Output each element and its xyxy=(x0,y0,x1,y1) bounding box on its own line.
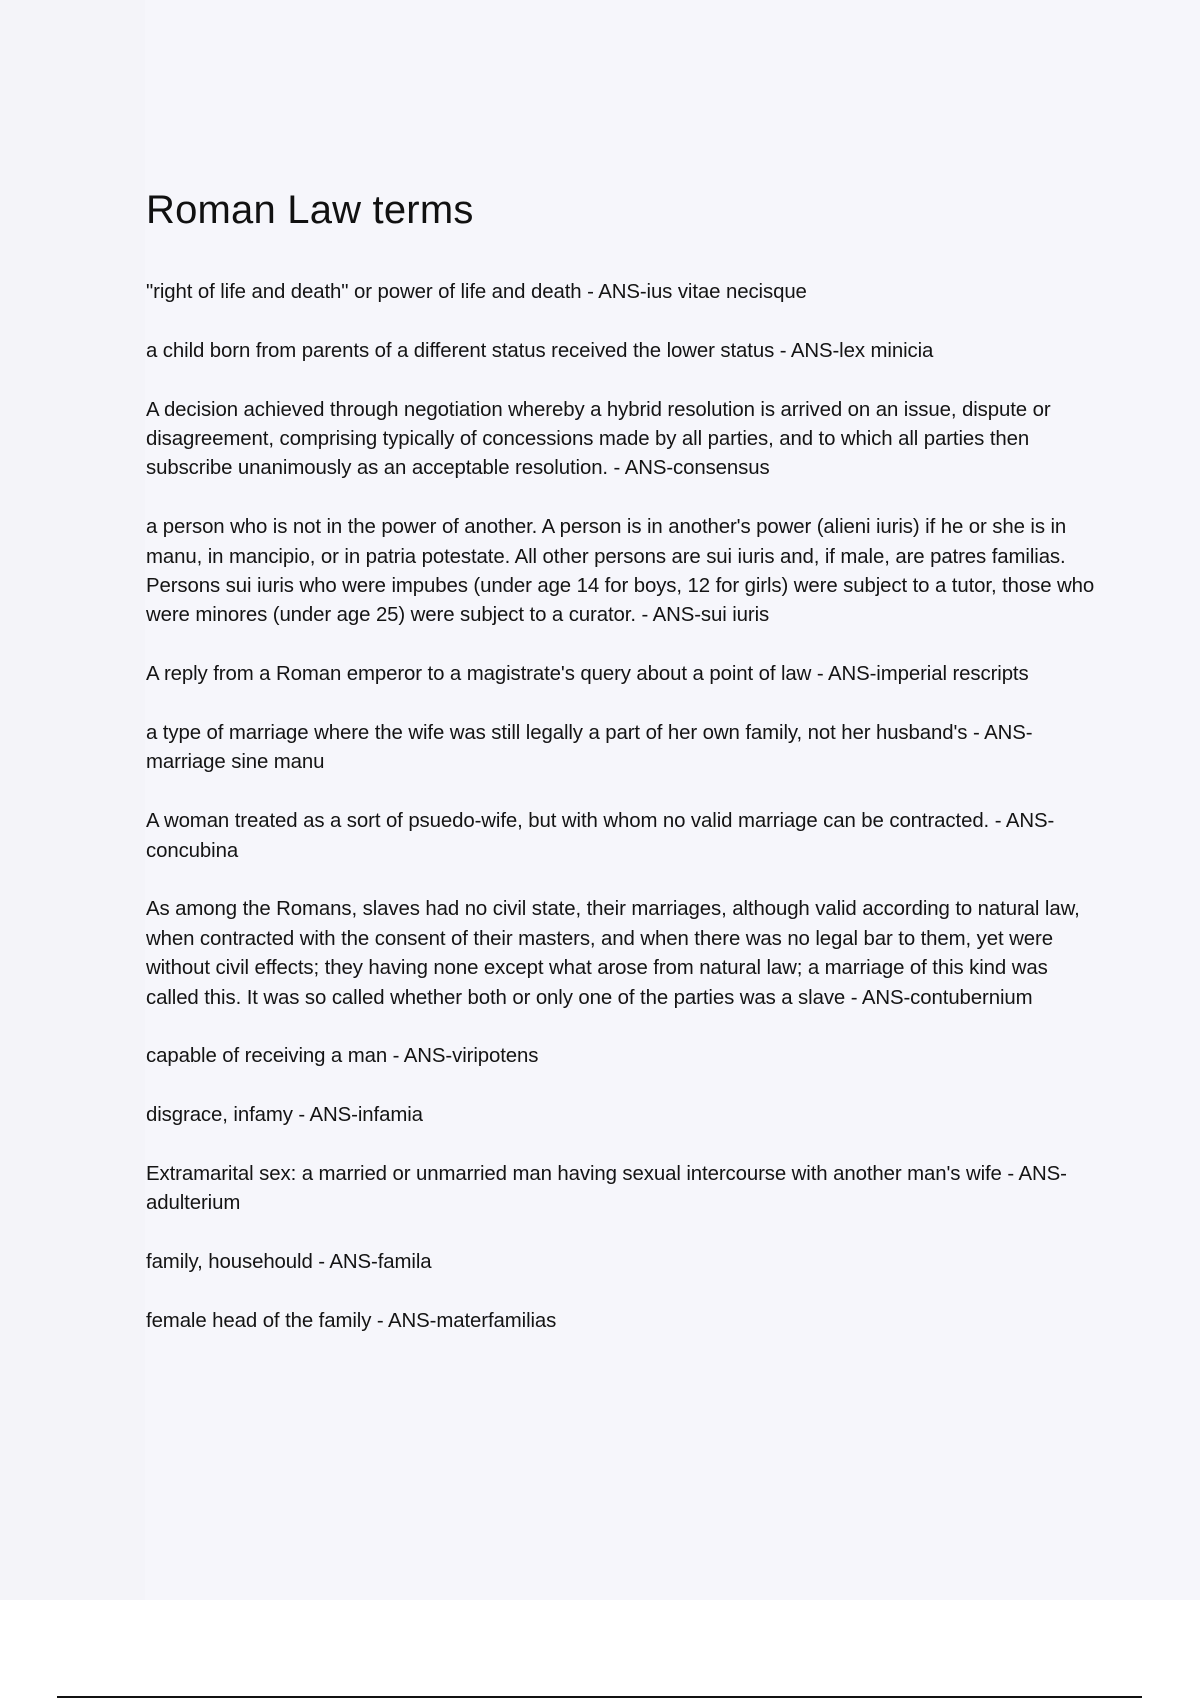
glossary-entry: As among the Romans, slaves had no civil state, their marriages, although valid according to natural law, when contracted with the consent of their masters, and when there was no legal bar to them, yet were without civil effects; they having none except what arose from natural law; a marriage of this kind was called this. It was so called whether both or only one of the parties was a slave - ANS-contubernium xyxy=(146,898,1080,1009)
footer-divider xyxy=(57,1696,1142,1698)
document-body xyxy=(146,186,1096,1366)
document-title: Roman Law terms xyxy=(146,188,474,232)
glossary-entry: Extramarital sex: a married or unmarried man having sexual intercourse with another man's wife - ANS-adulterium xyxy=(146,1163,1067,1215)
page-margin-shade xyxy=(0,0,145,1600)
glossary-entry: A woman treated as a sort of psuedo-wife, but with whom no valid marriage can be contracted. - ANS-concubina xyxy=(146,810,1055,862)
glossary-entry: a person who is not in the power of another. A person is in another's power (alieni iuris) if he or she is in manu, in mancipio, or in patria potestate. All other persons are sui iuris and, if male, are patres familias. Persons sui iuris who were impubes (under age 14 for boys, 12 for girls) were subject to a tutor, those who were minores (under age 25) were subject to a curator. - ANS-sui iuris xyxy=(146,516,1095,627)
glossary-entry: A decision achieved through negotiation whereby a hybrid resolution is arrived on an issue, dispute or disagreement, comprising typically of concessions made by all parties, and to which all parties then subscribe unanimously as an acceptable resolution. - ANS-consensus xyxy=(146,398,1051,480)
glossary-entry: female head of the family - ANS-materfamilias xyxy=(146,1310,557,1333)
glossary-entry: "right of life and death" or power of life and death - ANS-ius vitae necisque xyxy=(146,281,807,303)
glossary-entry: a type of marriage where the wife was still legally a part of her own family, not her husband's - ANS-marriage sine manu xyxy=(146,722,1033,774)
glossary-entry: disgrace, infamy - ANS-infamia xyxy=(146,1104,423,1127)
glossary-entry: a child born from parents of a different status received the lower status - ANS-lex minicia xyxy=(146,339,934,362)
glossary-entry: family, househould - ANS-famila xyxy=(146,1251,432,1274)
glossary-entry: capable of receiving a man - ANS-viripotens xyxy=(146,1045,539,1068)
glossary-entry: A reply from a Roman emperor to a magistrate's query about a point of law - ANS-imperial rescripts xyxy=(146,663,1029,686)
